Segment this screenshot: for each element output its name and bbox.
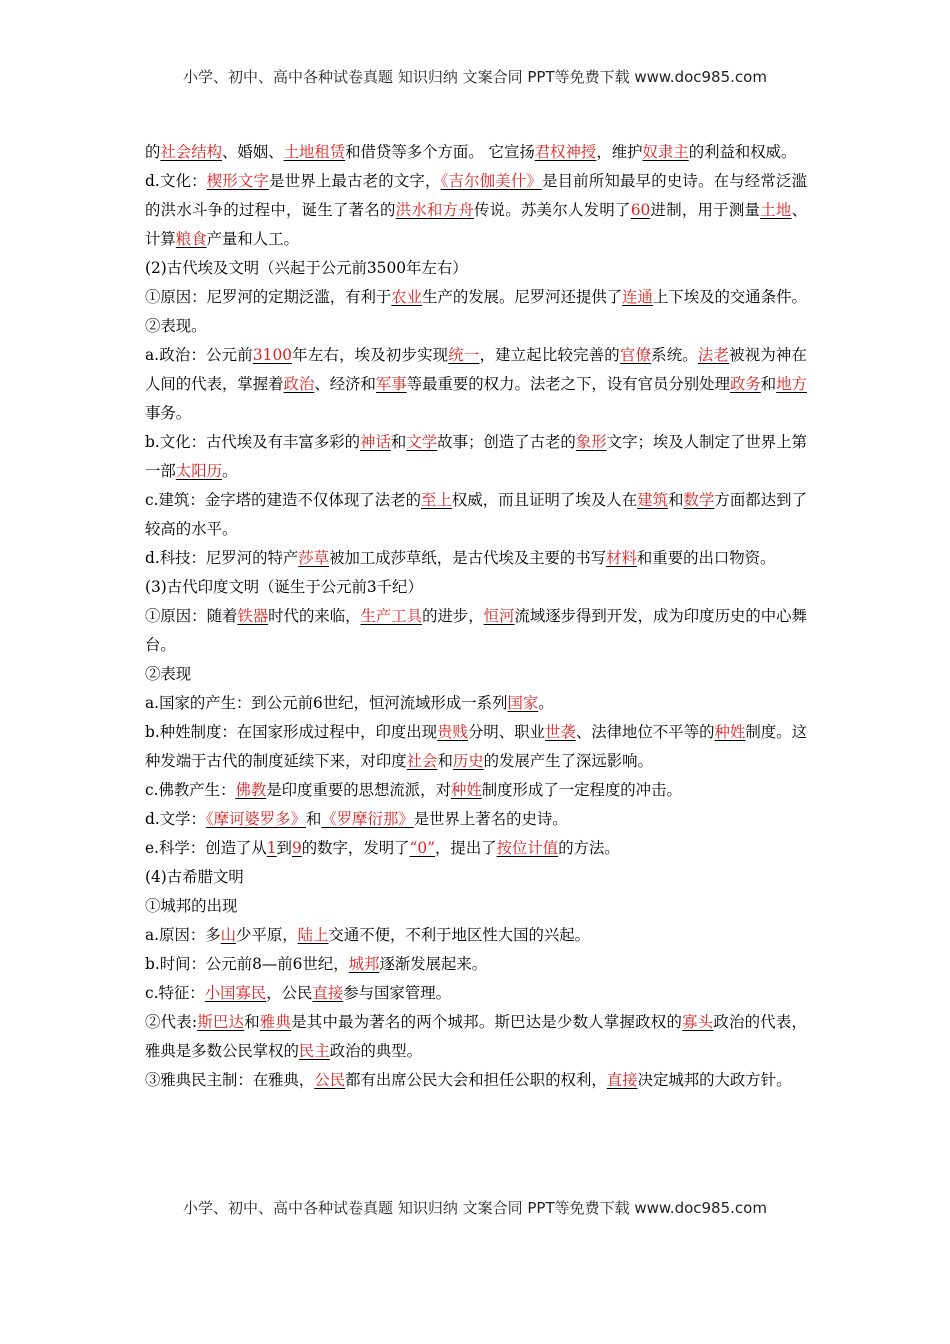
page-header: 小学、初中、高中各种试卷真题 知识归纳 文案合同 PPT等免费下载 www.doc985.com — [183, 68, 767, 86]
text-run: c.建筑：金字塔的建造不仅体现了法老的 — [145, 491, 422, 509]
text-run: d.文化： — [145, 172, 207, 190]
answer-term: 材料 — [606, 549, 637, 567]
text-run: (2)古代埃及文明（兴起于公元前3500年左右） — [145, 259, 468, 277]
answer-term: 寡头 — [682, 1013, 714, 1031]
paragraph — [145, 834, 807, 863]
text-run: ②表现 — [145, 665, 192, 683]
text-run: ①原因：随着 — [145, 607, 238, 625]
paragraph — [145, 602, 807, 660]
text-run: 和 — [244, 1013, 260, 1031]
text-run: 、计算 — [145, 201, 807, 248]
answer-term: 政治 — [283, 375, 315, 393]
paragraph — [145, 573, 807, 602]
paragraph — [145, 805, 807, 834]
text-run: 的数字，发明了 — [301, 839, 410, 857]
answer-term: 铁器 — [237, 607, 269, 625]
text-run: 是世界上著名的史诗。 — [413, 810, 568, 828]
text-run: a.政治：公元前 — [145, 346, 253, 364]
text-run: 文字；埃及人制定了世界上第一部 — [145, 433, 807, 480]
answer-term: 生产工具 — [360, 607, 423, 625]
paragraph — [145, 341, 807, 428]
answer-term: 农业 — [391, 288, 423, 306]
answer-term: 陆上 — [297, 926, 329, 944]
paragraph — [145, 254, 807, 283]
answer-term: 莎草 — [298, 549, 330, 567]
answer-term: 象形 — [575, 433, 607, 451]
text-run: (4)古希腊文明 — [145, 868, 244, 886]
text-run: 的利益和权威。 — [688, 143, 797, 161]
paragraph — [145, 921, 807, 950]
paragraph — [145, 167, 807, 254]
text-run: d.文学： — [145, 810, 206, 828]
text-run: ③雅典民主制：在雅典， — [145, 1071, 315, 1089]
text-run: 的 — [145, 143, 161, 161]
answer-term: 政务 — [729, 375, 761, 393]
text-run: ，建立起比较完善的 — [479, 346, 620, 364]
paragraph — [145, 718, 807, 776]
text-run: c.佛教产生： — [145, 781, 236, 799]
text-run: 和重要的出口物资。 — [636, 549, 776, 567]
answer-term: 直接 — [606, 1071, 638, 1089]
text-run: 交通不便，不利于地区性大国的兴起。 — [328, 926, 591, 944]
text-run: 生产的发展。尼罗河还提供了 — [422, 288, 623, 306]
paragraph — [145, 138, 807, 167]
text-run: 的发展产生了深远影响。 — [483, 752, 653, 770]
paragraph — [145, 486, 807, 544]
text-run: 方面都达到了较高的水平。 — [145, 491, 807, 538]
text-run: 时代的来临， — [268, 607, 361, 625]
text-run: 和借贷等多个方面。 它宣扬 — [345, 143, 535, 161]
answer-term: 粮食 — [175, 230, 207, 248]
answer-term: 文学 — [406, 433, 438, 451]
answer-term: 直接 — [312, 984, 344, 1002]
answer-term: 官僚 — [619, 346, 652, 364]
paragraph — [145, 776, 807, 805]
answer-term: 土地 — [760, 201, 792, 219]
answer-term: 佛教 — [235, 781, 267, 799]
text-run: 和 — [390, 433, 407, 451]
text-run: 制度形成了一定程度的冲击。 — [481, 781, 682, 799]
text-run: 。 — [221, 462, 238, 480]
paragraph — [145, 283, 807, 312]
answer-term: 土地租赁 — [283, 143, 346, 161]
answer-term: 60 — [630, 201, 651, 219]
paragraph — [145, 428, 807, 486]
answer-term: 世袭 — [545, 723, 576, 741]
paragraph — [145, 544, 807, 573]
text-run: ，公民 — [266, 984, 313, 1002]
text-run: ①城邦的出现 — [145, 897, 238, 915]
text-run: 参与国家管理。 — [343, 984, 451, 1002]
answer-term: 太阳历 — [175, 462, 222, 480]
text-run: 和 — [668, 491, 684, 509]
answer-term: 3100 — [252, 346, 293, 364]
text-run: 、婚姻、 — [221, 143, 284, 161]
text-run: a.原因：多 — [145, 926, 221, 944]
text-run: 传说。苏美尔人发明了 — [474, 201, 631, 219]
paragraph — [145, 689, 807, 718]
paragraph — [145, 892, 807, 921]
answer-term: 建筑 — [637, 491, 669, 509]
answer-term: 《摩诃婆罗多》 — [205, 810, 306, 828]
answer-term: 楔形文字 — [206, 172, 270, 190]
text-run: 都有出席公民大会和担任公职的权利， — [345, 1071, 607, 1089]
text-run: (3)古代印度文明（诞生于公元前3千纪） — [145, 578, 423, 596]
answer-term: 民主 — [298, 1042, 330, 1060]
text-run: d.科技：尼罗河的特产 — [145, 549, 299, 567]
text-run: 和 — [437, 752, 453, 770]
text-run: 故事；创造了古老的 — [437, 433, 576, 451]
answer-term: 历史 — [452, 752, 484, 770]
answer-term: 种姓 — [450, 781, 482, 799]
paragraph — [145, 979, 807, 1008]
text-run: 的方法。 — [558, 839, 620, 857]
answer-term: 《吉尔伽美什》 — [440, 172, 543, 190]
answer-term: 奴隶主 — [642, 143, 689, 161]
text-run: c.特征： — [145, 984, 205, 1002]
answer-term: 法老 — [697, 346, 730, 364]
text-run: b.时间：公元前8—前6世纪， — [145, 955, 349, 973]
text-run: 被加工成莎草纸，是古代埃及主要的书写 — [329, 549, 607, 567]
text-run: 是目前所知最早的史诗。在与经常泛滥的洪水斗争的过程中，诞生了著名的 — [145, 172, 807, 219]
text-run: 少平原， — [236, 926, 298, 944]
page-footer: 小学、初中、高中各种试卷真题 知识归纳 文案合同 PPT等免费下载 www.doc985.com — [183, 1199, 767, 1217]
text-run: 是世界上最古老的文字， — [269, 172, 441, 190]
text-run: ，维护 — [596, 143, 643, 161]
paragraph — [145, 950, 807, 979]
answer-term: 至上 — [421, 491, 452, 509]
paragraph — [145, 1008, 807, 1066]
answer-term: 统一 — [448, 346, 480, 364]
text-run: 政治的代表，雅典是多数公民掌权的 — [145, 1013, 807, 1060]
text-run: ②代表: — [145, 1013, 198, 1031]
answer-term: 小国寡民 — [204, 984, 267, 1002]
document-body — [145, 138, 807, 1095]
answer-term: 斯巴达 — [197, 1013, 245, 1031]
text-run: 的进步， — [422, 607, 484, 625]
text-run: 上下埃及的交通条件。 — [652, 288, 807, 306]
answer-term: 山 — [220, 926, 237, 944]
text-run: 是其中最为著名的两个城邦。斯巴达是少数人掌握政权的 — [291, 1013, 683, 1031]
answer-term: 社会 — [406, 752, 438, 770]
text-run: 政治的典型。 — [329, 1042, 423, 1060]
text-run: 逐渐发展起来。 — [379, 955, 488, 973]
answer-term: 城邦 — [348, 955, 380, 973]
answer-term: 种姓 — [714, 723, 746, 741]
text-run: 流域逐步得到开发，成为印度历史的中心舞台。 — [145, 607, 807, 654]
answer-term: 地方 — [776, 375, 807, 393]
text-run: 权威，而且证明了埃及人在 — [451, 491, 638, 509]
text-run: b.种姓制度：在国家形成过程中，印度出现 — [145, 723, 438, 741]
text-run: 、经济和 — [314, 375, 376, 393]
text-run: ①原因：尼罗河的定期泛滥，有利于 — [145, 288, 392, 306]
text-run: 进制，用于测量 — [650, 201, 761, 219]
answer-term: 连通 — [622, 288, 653, 306]
paragraph — [145, 1066, 807, 1095]
text-run: 和 — [760, 375, 777, 393]
text-run: b.文化：古代埃及有丰富多彩的 — [145, 433, 361, 451]
text-run: ，提出了 — [435, 839, 497, 857]
text-run: 。 — [538, 694, 554, 712]
answer-term: 按位计值 — [496, 839, 559, 857]
text-run: ②表现。 — [145, 317, 207, 335]
answer-term: 数学 — [683, 491, 715, 509]
paragraph — [145, 863, 807, 892]
answer-term: 贵贱 — [437, 723, 468, 741]
text-run: 是印度重要的思想流派，对 — [266, 781, 451, 799]
paragraph — [145, 660, 807, 689]
text-run: 事务。 — [145, 404, 192, 422]
answer-term: 恒河 — [483, 607, 515, 625]
answer-term: 神话 — [360, 433, 391, 451]
answer-term: 洪水和方舟 — [395, 201, 475, 219]
text-run: 制度。这种发端于古代的制度延续下来，对印度 — [145, 723, 807, 770]
text-run: 等最重要的权力。法老之下，设有官员分别处理 — [406, 375, 730, 393]
answer-term: 9 — [291, 839, 302, 857]
text-run: 分明、职业 — [467, 723, 545, 741]
text-run: 到 — [276, 839, 292, 857]
text-run: 、法律地位不平等的 — [575, 723, 715, 741]
answer-term: 公民 — [314, 1071, 346, 1089]
text-run: 产量和人工。 — [206, 230, 299, 248]
text-run: 决定城邦的大政方针。 — [637, 1071, 792, 1089]
paragraph — [145, 312, 807, 341]
answer-term: 1 — [266, 839, 277, 857]
text-run: 和 — [305, 810, 322, 828]
answer-term: 《罗摩衍那》 — [321, 810, 414, 828]
answer-term: “0” — [409, 839, 436, 857]
text-run: 系统。 — [651, 346, 698, 364]
answer-term: 社会结构 — [160, 143, 222, 161]
text-run: 被视为神在人间的代表，掌握着 — [145, 346, 807, 393]
answer-term: 雅典 — [259, 1013, 292, 1031]
text-run: a.国家的产生：到公元前6世纪，恒河流域形成一系列 — [145, 694, 508, 712]
text-run: 年左右，埃及初步实现 — [292, 346, 449, 364]
answer-term: 君权神授 — [534, 143, 597, 161]
answer-term: 国家 — [507, 694, 539, 712]
answer-term: 军事 — [375, 375, 407, 393]
text-run: e.科学：创造了从 — [145, 839, 267, 857]
